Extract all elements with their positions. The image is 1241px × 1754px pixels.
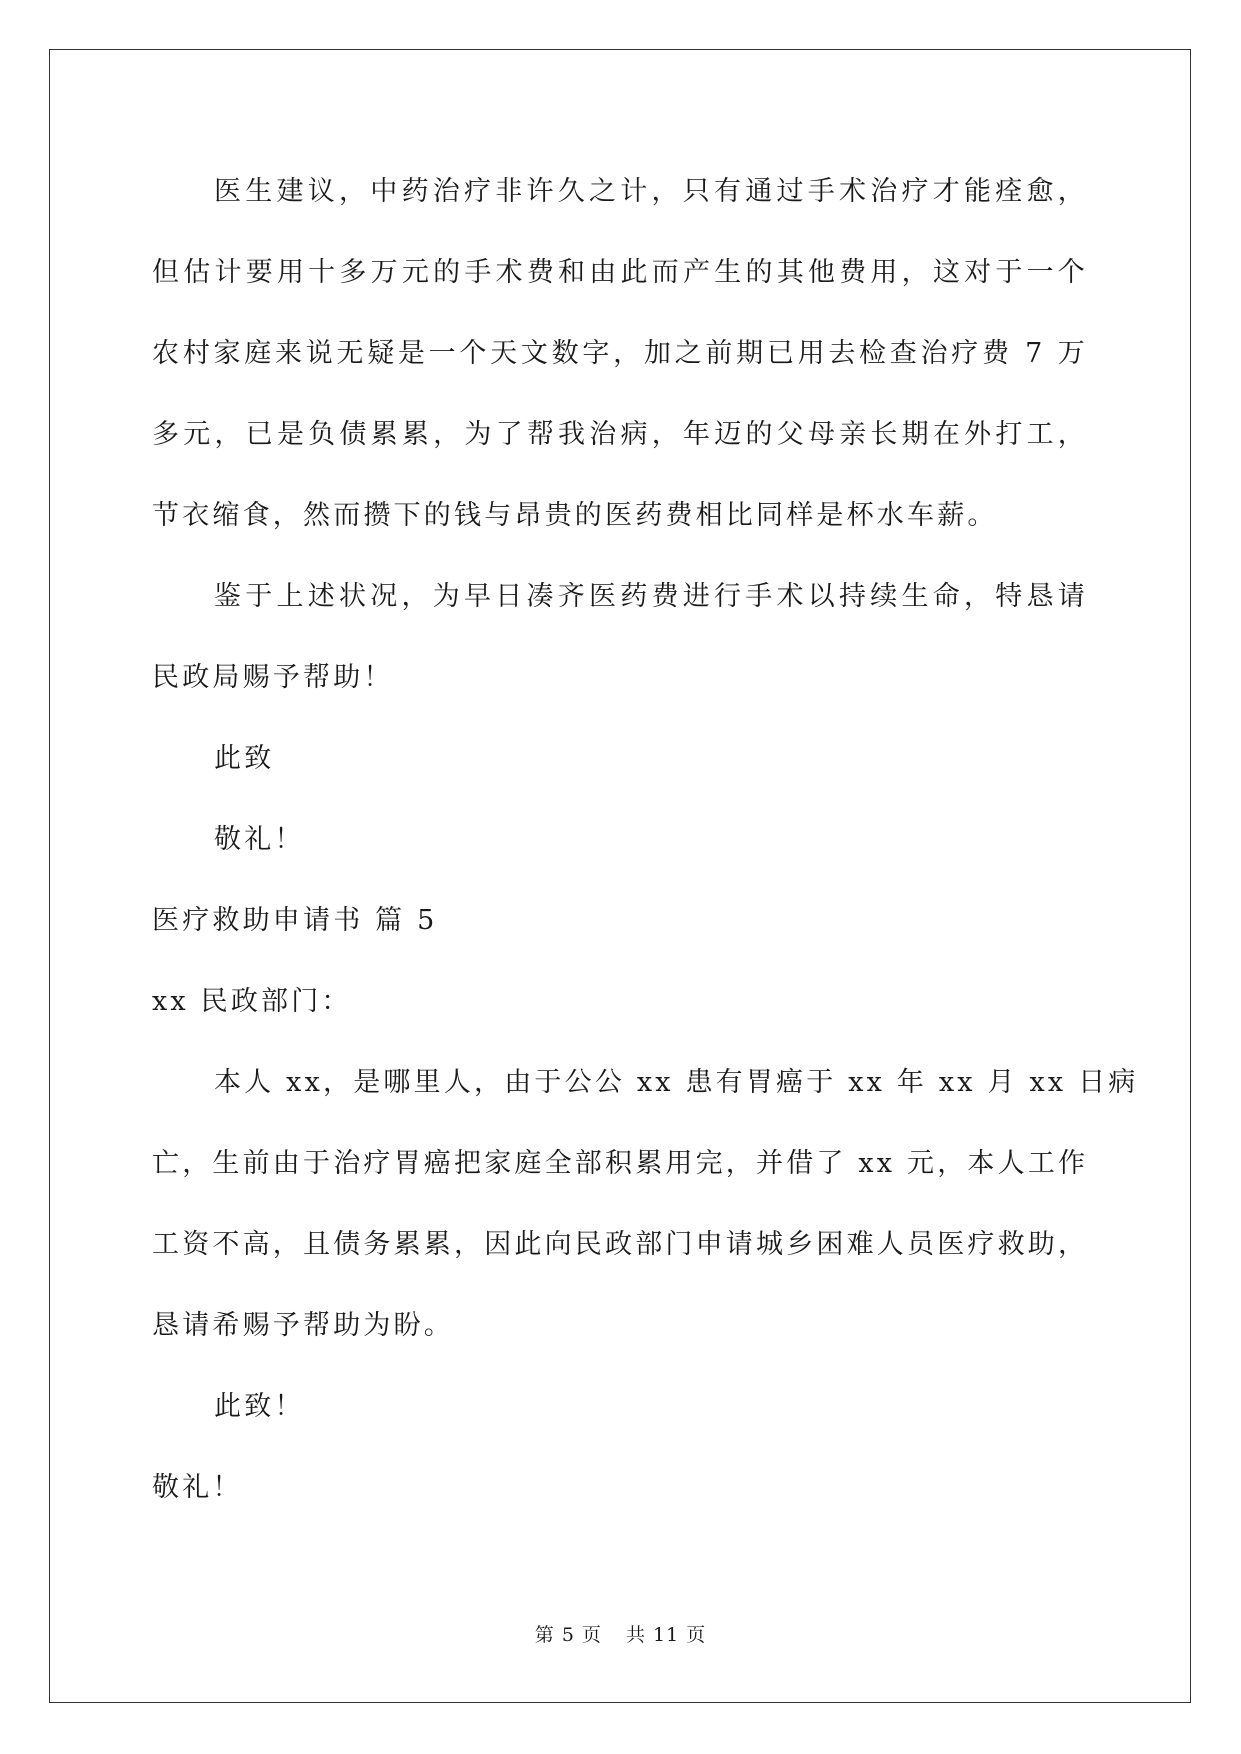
closing-regards: 敬礼！ bbox=[152, 1472, 243, 1503]
paragraph-line: 本人 xx，是哪里人，由于公公 xx 患有胃癌于 xx 年 xx 月 xx 日病 bbox=[214, 1067, 1139, 1098]
closing-salutation: 此致 bbox=[214, 743, 275, 774]
paragraph-line: 恳请希赐予帮助为盼。 bbox=[152, 1310, 454, 1341]
closing-regards: 敬礼！ bbox=[214, 824, 305, 855]
page-total: 共 11 页 bbox=[625, 1624, 707, 1646]
paragraph-line: 节衣缩食，然而攒下的钱与昂贵的医药费相比同样是杯水车薪。 bbox=[152, 500, 998, 531]
page-border bbox=[49, 49, 1191, 1703]
paragraph-line: 多元，已是负债累累，为了帮我治病，年迈的父母亲长期在外打工， bbox=[152, 419, 1088, 450]
paragraph-line: 工资不高，且债务累累，因此向民政部门申请城乡困难人员医疗救助， bbox=[152, 1229, 1089, 1260]
addressee: xx 民政部门： bbox=[152, 986, 352, 1017]
page-number: 第 5 页 bbox=[534, 1624, 602, 1646]
paragraph-line: 农村家庭来说无疑是一个天文数字，加之前期已用去检查治疗费 7 万 bbox=[152, 338, 1088, 369]
paragraph-line: 民政局赐予帮助！ bbox=[152, 662, 394, 693]
paragraph-line: 但估计要用十多万元的手术费和由此而产生的其他费用，这对于一个 bbox=[152, 257, 1088, 288]
paragraph-line: 亡，生前由于治疗胃癌把家庭全部积累用完，并借了 xx 元，本人工作 bbox=[152, 1148, 1089, 1179]
closing-salutation: 此致！ bbox=[214, 1391, 305, 1422]
paragraph-line: 医生建议，中药治疗非许久之计，只有通过手术治疗才能痊愈， bbox=[214, 176, 1088, 207]
paragraph-line: 鉴于上述状况，为早日凑齐医药费进行手术以持续生命，特恳请 bbox=[214, 581, 1088, 612]
page-footer bbox=[0, 1623, 1241, 1647]
section-heading: 医疗救助申请书 篇 5 bbox=[152, 905, 438, 936]
